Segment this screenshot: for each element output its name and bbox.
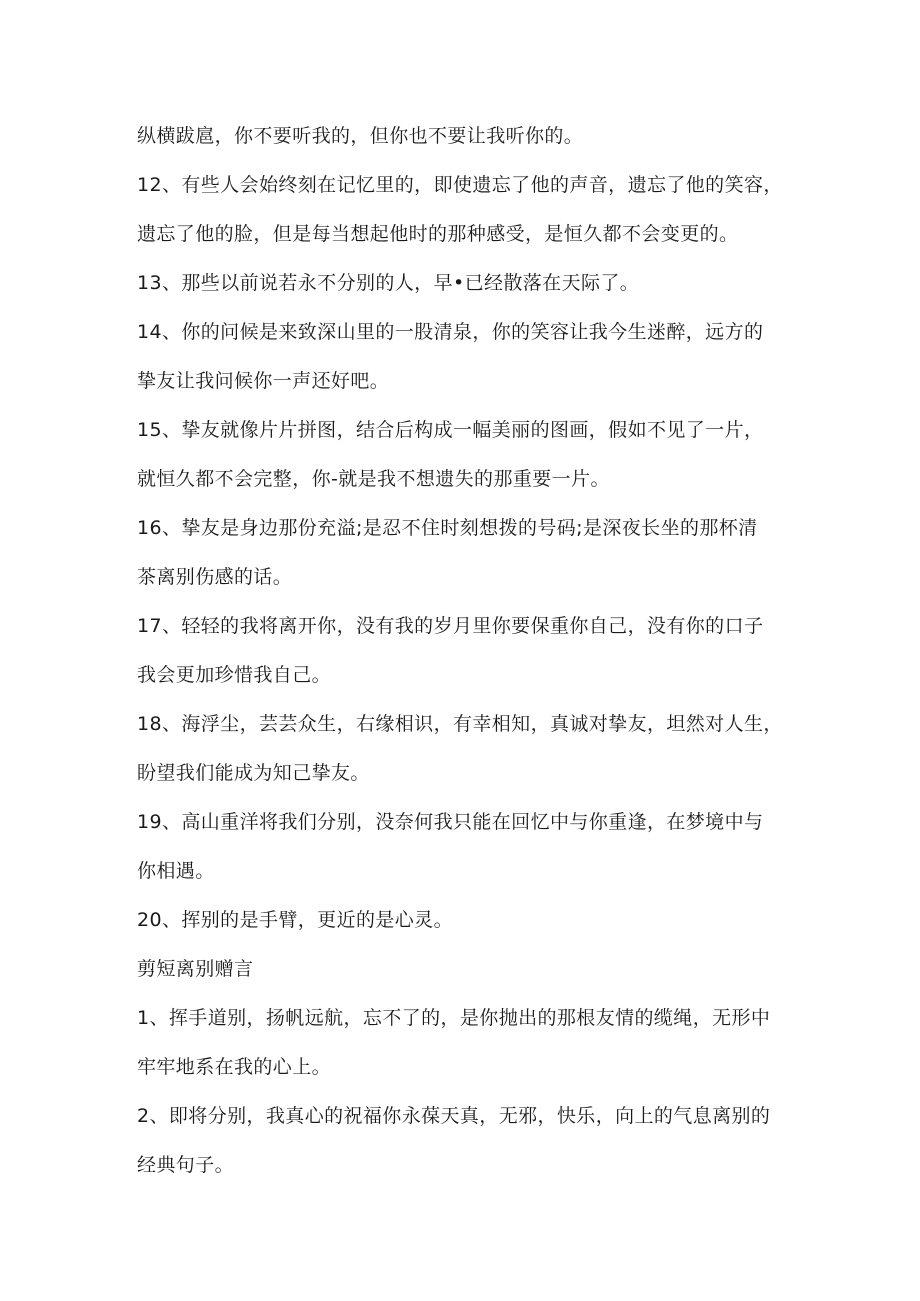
text-line: 13、那些以前说若永不分别的人，早•已经散落在天际了。	[137, 272, 640, 294]
text-line: 经典句子。	[137, 1154, 235, 1176]
text-line: 19、高山重洋将我们分别，没奈何我只能在回忆中与你重逢，在梦境中与	[137, 811, 764, 833]
text-line: 16、挚友是身边那份充溢;是忍不住时刻想拨的号码;是深夜长坐的那杯清	[137, 517, 758, 539]
text-line: 遗忘了他的脸，但是每当想起他时的那种感受，是恒久都不会变更的。	[137, 223, 739, 245]
text-line: 盼望我们能成为知己挚友。	[137, 762, 370, 784]
document-body	[137, 112, 797, 1190]
text-line: 牢牢地系在我的心上。	[137, 1056, 332, 1078]
text-line: 20、挥别的是手臂，更近的是心灵。	[137, 909, 453, 931]
text-line: 茶离别伤感的话。	[137, 566, 293, 588]
text-line: 18、海浮尘，芸芸众生，右缘相识，有幸相知，真诚对挚友，坦然对人生，	[137, 713, 783, 735]
text-line: 你相遇。	[137, 860, 215, 882]
text-line: 纵横跋扈，你不要听我的，但你也不要让我听你的。	[137, 125, 584, 147]
text-line: 2、即将分别，我真心的祝福你永葆天真，无邪，快乐，向上的气息离别的	[137, 1105, 771, 1127]
text-line: 14、你的问候是来致深山里的一股清泉，你的笑容让我今生迷醉，远方的	[137, 321, 764, 343]
text-line: 17、轻轻的我将离开你，没有我的岁月里你要保重你自己，没有你的口子	[137, 615, 764, 637]
text-line: 挚友让我问候你一声还好吧。	[137, 370, 390, 392]
text-line: 15、挚友就像片片拼图，结合后构成一幅美丽的图画，假如不见了一片，	[137, 419, 764, 441]
text-line: 就恒久都不会完整，你-就是我不想遗失的那重要一片。	[137, 468, 610, 490]
section-heading: 剪短离别赠言	[137, 958, 254, 980]
text-line: 1、挥手道别，扬帆远航，忘不了的，是你抛出的那根友情的缆绳，无形中	[137, 1007, 771, 1029]
text-line: 我会更加珍惜我自己。	[137, 664, 332, 686]
text-line: 12、有些人会始终刻在记忆里的，即使遗忘了他的声音，遗忘了他的笑容，	[137, 174, 783, 196]
